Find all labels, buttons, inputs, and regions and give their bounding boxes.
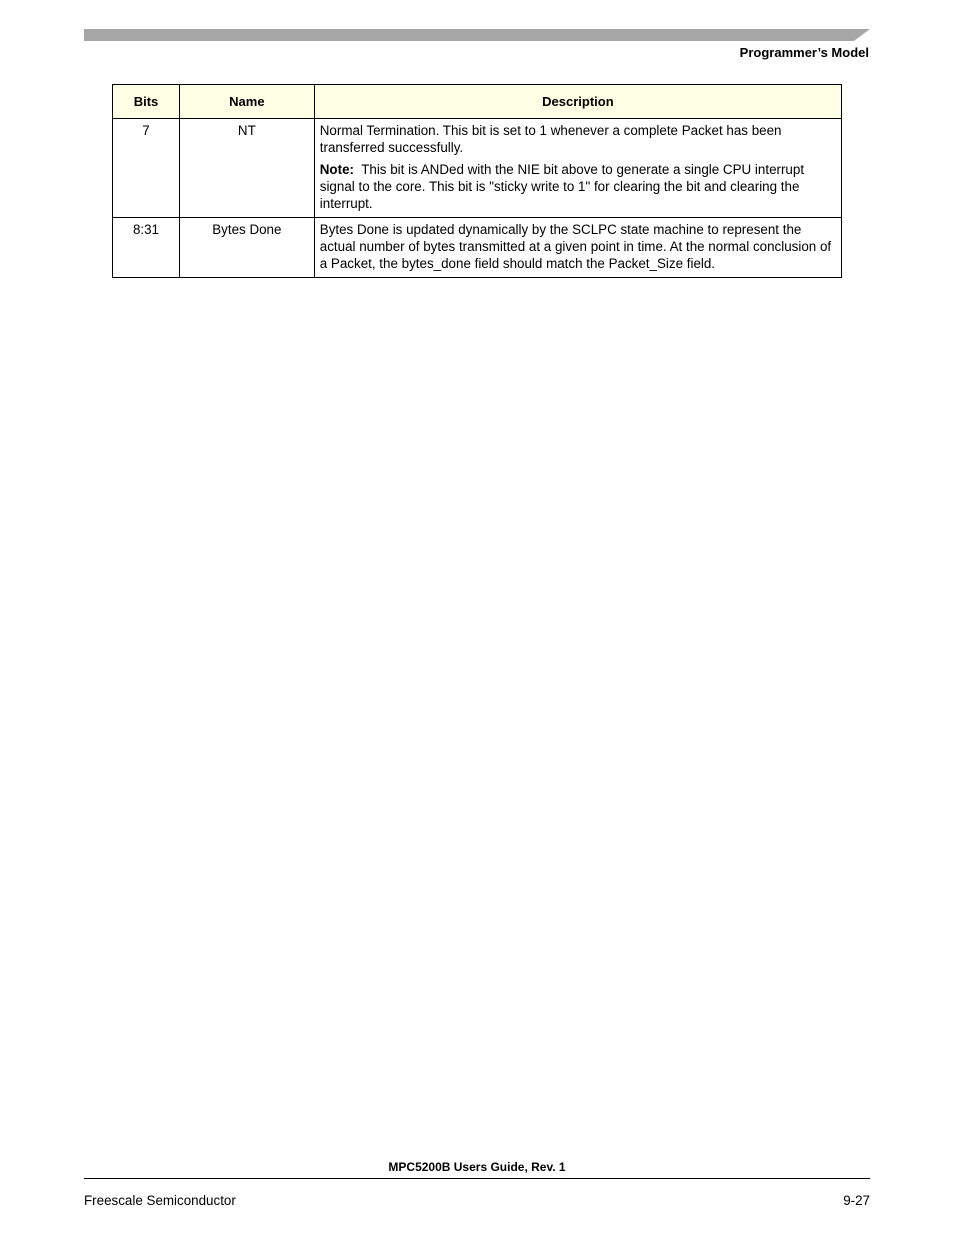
table-row [113,119,842,218]
note-paragraph [320,161,836,212]
name-cell: NT [179,119,314,218]
register-field-table [112,84,842,278]
note-label: Note: [319,162,354,177]
description-cell [314,119,841,218]
note-text: This bit is ANDed with the NIE bit above to generate a single CPU interrupt signal to the core. This bit is "sticky write to 1" for clearing the bit and clearing the interrupt. [319,162,805,211]
column-header-bits: Bits [113,85,180,119]
footer-doc-title: MPC5200B Users Guide, Rev. 1 [388,1160,566,1174]
column-header-name: Name [179,85,314,119]
description-text: Bytes Done is updated dynamically by the SCLPC state machine to represent the actual number of bytes transmitted at a given point in time. At the normal conclusion of a Packet, the bytes_done field should match the Packet_Size field. [319,222,832,271]
bits-cell: 7 [113,119,180,218]
bits-cell: 8:31 [113,218,180,278]
header-decorative-bar [84,29,870,41]
name-cell: Bytes Done [179,218,314,278]
footer-company: Freescale Semiconductor [84,1193,236,1208]
column-header-description: Description [314,85,841,119]
table-header-row [113,85,842,119]
description-cell [314,218,841,278]
section-title: Programmer’s Model [739,45,869,60]
footer-divider [84,1178,870,1179]
table-row [113,218,842,278]
description-text: Normal Termination. This bit is set to 1 whenever a complete Packet has been transferred successfully. [319,123,782,155]
footer-page-number: 9-27 [843,1193,870,1208]
